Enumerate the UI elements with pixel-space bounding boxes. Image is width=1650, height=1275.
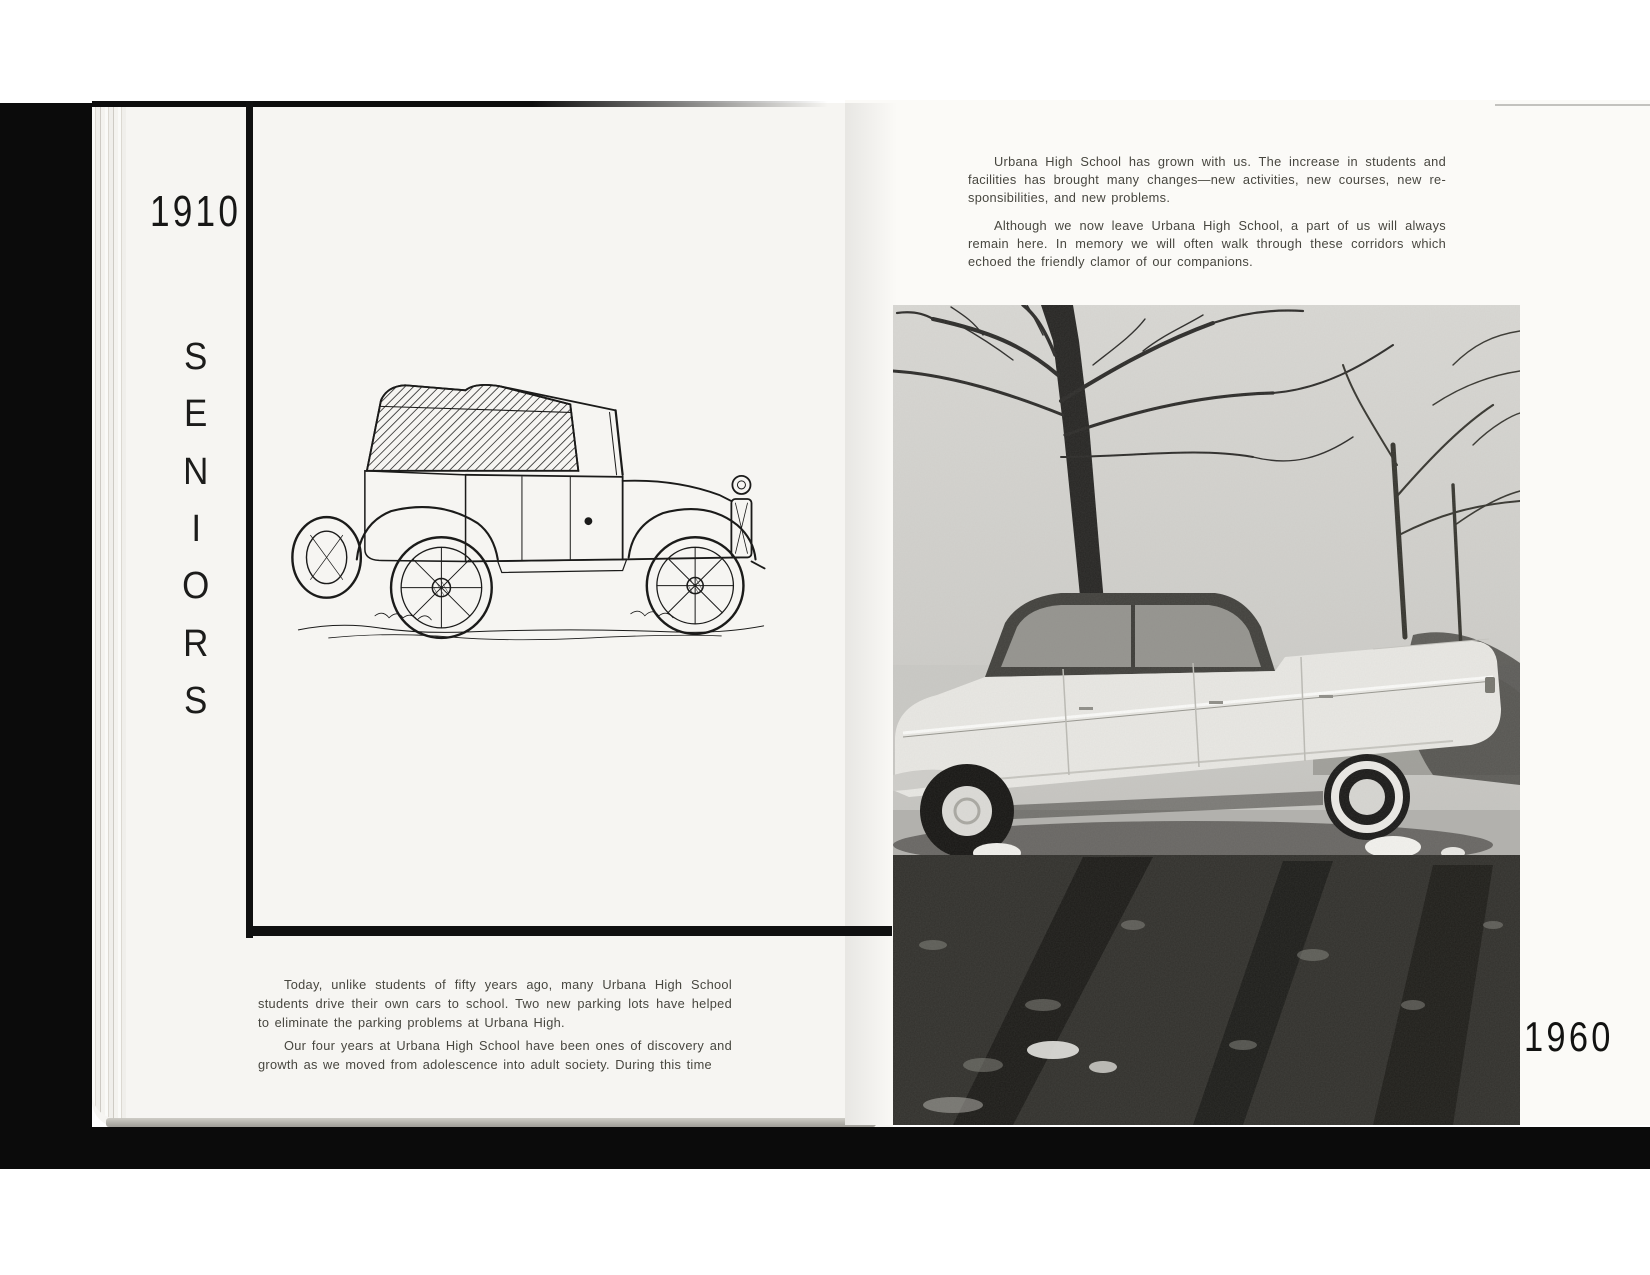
- intro-line: Urbana High School has grown with us. The increase in students and: [994, 154, 1446, 169]
- intro-line: remain here. In memory we will often walk through these corridors which: [968, 236, 1446, 251]
- seniors-letter: O: [182, 565, 210, 608]
- seniors-letter: S: [184, 336, 208, 378]
- seniors-letter: N: [183, 450, 209, 493]
- page-edge-stack: [92, 105, 126, 1119]
- right-intro: [968, 153, 1446, 271]
- year-label-1910: 1910: [150, 187, 242, 236]
- car-sketch-illustration: [268, 352, 792, 644]
- caption-line: students drive their own cars to school. Two new parking lots have helped: [258, 996, 732, 1011]
- frame-bottom-border: [246, 926, 892, 936]
- frame-top-border: [92, 101, 892, 107]
- seniors-vertical-title: [176, 338, 216, 720]
- caption-line: Our four years at Urbana High School have been ones of discovery and: [284, 1038, 732, 1053]
- intro-line: sponsibilities, and new problems.: [968, 190, 1171, 205]
- intro-line: echoed the friendly clamor of our companions.: [968, 254, 1253, 269]
- caption-line: to eliminate the parking problems at Urbana High.: [258, 1015, 565, 1030]
- car-photo: [893, 305, 1520, 1125]
- scan-backdrop-bottom: [0, 1127, 1650, 1169]
- year-label-1960: 1960: [1524, 1013, 1614, 1060]
- scan-backdrop-left: [0, 103, 92, 1168]
- caption-line: Today, unlike students of fifty years ago, many Urbana High School: [284, 977, 732, 992]
- seniors-letter: E: [184, 393, 208, 436]
- seniors-letter: I: [191, 507, 201, 550]
- caption-line: growth as we moved from adolescence into adult society. During this time: [258, 1057, 712, 1072]
- intro-line: Although we now leave Urbana High School, a part of us will always: [994, 218, 1446, 233]
- frame-left-border: [246, 101, 253, 938]
- page-bottom-edge: [106, 1118, 876, 1127]
- seniors-letter: S: [184, 679, 208, 722]
- seniors-letter: R: [183, 622, 209, 665]
- right-page-top-edge: [1495, 104, 1650, 106]
- left-caption: [258, 975, 732, 1074]
- gutter-shadow: [845, 103, 897, 1125]
- intro-line: facilities has brought many changes—new activities, new courses, new re-: [968, 172, 1446, 187]
